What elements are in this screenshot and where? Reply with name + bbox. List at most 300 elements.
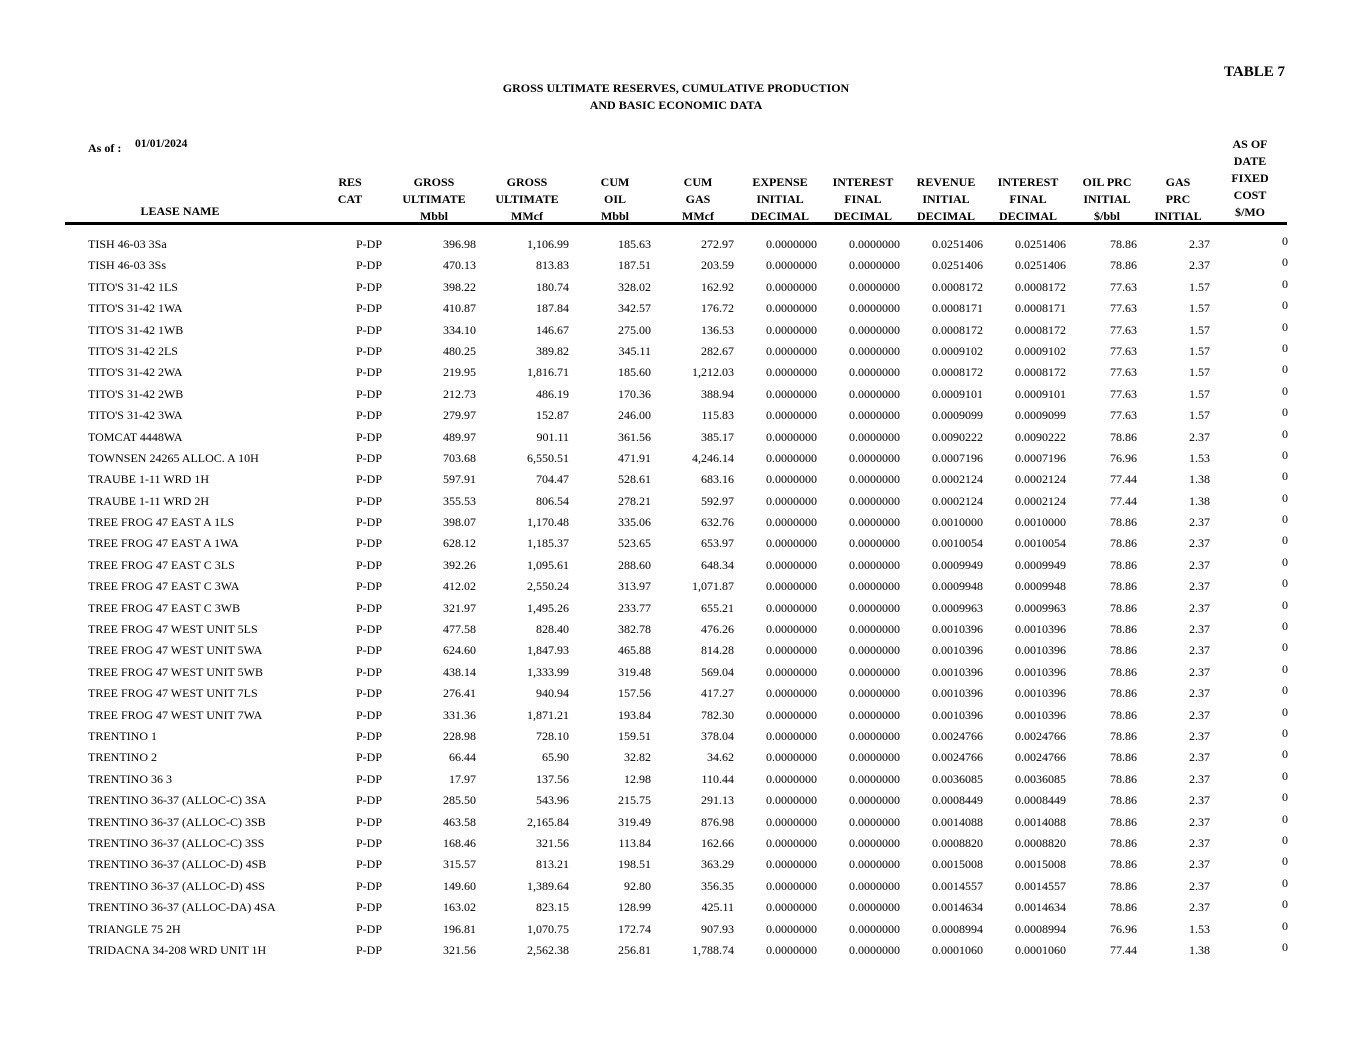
- cell-fixed-cost: 0: [1282, 512, 1288, 527]
- cell-interest-final: 0.0000000: [849, 258, 900, 273]
- cell-interest-final: 0.0000000: [849, 450, 900, 465]
- col-header-gross-ultimate-gas: GROSS ULTIMATE MMcf: [495, 175, 559, 223]
- cell-expense-initial: 0.0000000: [766, 600, 817, 615]
- cell-cum-gas: 476.26: [701, 622, 734, 637]
- cell-gas-price: 2.37: [1189, 707, 1210, 722]
- cell-cum-oil: 170.36: [618, 386, 651, 401]
- cell-cum-oil: 233.77: [618, 600, 651, 615]
- cell-fixed-cost: 0: [1282, 319, 1288, 334]
- cell-cum-oil: 523.65: [618, 536, 651, 551]
- cell-gross-ultimate-gas: 813.83: [536, 258, 569, 273]
- table-row: [0, 533, 1365, 554]
- cell-res-cat: P-DP: [356, 600, 383, 615]
- cell-cum-gas: 632.76: [701, 515, 734, 530]
- cell-lease-name: TREE FROG 47 EAST A 1LS: [88, 515, 235, 530]
- cell-cum-oil: 319.48: [618, 664, 651, 679]
- cell-cum-oil: 128.99: [618, 900, 651, 915]
- cell-cum-oil: 382.78: [618, 622, 651, 637]
- cell-oil-price: 77.44: [1110, 493, 1137, 508]
- table-row: [0, 833, 1365, 854]
- cell-revenue-initial: 0.0009948: [932, 579, 983, 594]
- cell-gross-ultimate-oil: 412.02: [443, 579, 476, 594]
- cell-expense-initial: 0.0000000: [766, 536, 817, 551]
- cell-fixed-cost: 0: [1282, 469, 1288, 484]
- cell-interest-final: 0.0000000: [849, 622, 900, 637]
- cell-revenue-initial: 0.0010396: [932, 622, 983, 637]
- cell-oil-price: 78.86: [1110, 814, 1137, 829]
- cell-gross-ultimate-gas: 901.11: [536, 429, 569, 444]
- cell-fixed-cost: 0: [1282, 832, 1288, 847]
- cell-fixed-cost: 0: [1282, 426, 1288, 441]
- cell-interest-final: 0.0000000: [849, 579, 900, 594]
- cell-cum-oil: 278.21: [618, 493, 651, 508]
- col-header-revenue: REVENUE INITIAL DECIMAL: [916, 175, 976, 223]
- cell-res-cat: P-DP: [356, 835, 383, 850]
- cell-gross-ultimate-oil: 624.60: [443, 643, 476, 658]
- cell-fixed-cost: 0: [1282, 811, 1288, 826]
- table-row: [0, 448, 1365, 469]
- cell-gross-ultimate-oil: 276.41: [443, 686, 476, 701]
- table-row: [0, 640, 1365, 661]
- cell-gross-ultimate-oil: 321.56: [443, 942, 476, 957]
- cell-res-cat: P-DP: [356, 237, 383, 251]
- table-row: [0, 726, 1365, 747]
- cell-interest-final: 0.0000000: [849, 322, 900, 337]
- cell-fixed-cost: 0: [1282, 554, 1288, 569]
- cell-gross-ultimate-oil: 463.58: [443, 814, 476, 829]
- cell-fixed-cost: 0: [1282, 854, 1288, 869]
- cell-cum-gas: 388.94: [701, 386, 734, 401]
- cell-gross-ultimate-gas: 1,095.61: [527, 557, 569, 572]
- cell-interest-final: 0.0000000: [849, 279, 900, 294]
- table-row: [0, 940, 1365, 961]
- cell-gross-ultimate-oil: 470.13: [443, 258, 476, 273]
- cell-interest-final: 0.0000000: [849, 600, 900, 615]
- cell-interest-final-2: 0.0251406: [1015, 258, 1066, 273]
- cell-revenue-initial: 0.0014557: [932, 878, 983, 893]
- cell-res-cat: P-DP: [356, 921, 383, 936]
- cell-revenue-initial: 0.0002124: [932, 493, 983, 508]
- cell-gross-ultimate-gas: 1,333.99: [527, 664, 569, 679]
- cell-interest-final: 0.0000000: [849, 750, 900, 765]
- cell-cum-gas: 136.53: [701, 322, 734, 337]
- cell-cum-gas: 162.92: [701, 279, 734, 294]
- cell-cum-gas: 1,788.74: [692, 942, 734, 957]
- cell-res-cat: P-DP: [356, 728, 383, 743]
- cell-revenue-initial: 0.0015008: [932, 857, 983, 872]
- cell-gas-price: 2.37: [1189, 686, 1210, 701]
- cell-res-cat: P-DP: [356, 386, 383, 401]
- cell-gross-ultimate-oil: 489.97: [443, 429, 476, 444]
- cell-lease-name: TRENTINO 36-37 (ALLOC-C) 3SB: [88, 814, 266, 829]
- cell-interest-final-2: 0.0010000: [1015, 515, 1066, 530]
- cell-cum-gas: 4,246.14: [692, 450, 734, 465]
- table-row: [0, 277, 1365, 298]
- cell-res-cat: P-DP: [356, 643, 383, 658]
- cell-res-cat: P-DP: [356, 857, 383, 872]
- cell-cum-oil: 275.00: [618, 322, 651, 337]
- cell-interest-final-2: 0.0010396: [1015, 622, 1066, 637]
- cell-gross-ultimate-gas: 1,847.93: [527, 643, 569, 658]
- cell-expense-initial: 0.0000000: [766, 942, 817, 957]
- cell-cum-oil: 215.75: [618, 793, 651, 808]
- cell-expense-initial: 0.0000000: [766, 301, 817, 316]
- cell-gas-price: 1.57: [1189, 279, 1210, 294]
- col-header-expense: EXPENSE INITIAL DECIMAL: [750, 175, 809, 223]
- cell-cum-oil: 528.61: [618, 472, 651, 487]
- table-row: [0, 662, 1365, 683]
- cell-fixed-cost: 0: [1282, 234, 1288, 248]
- col-header-oil-price: OIL PRC INITIAL $/bbl: [1082, 175, 1132, 223]
- cell-gross-ultimate-oil: 334.10: [443, 322, 476, 337]
- table-row: [0, 619, 1365, 640]
- cell-cum-gas: 417.27: [701, 686, 734, 701]
- cell-lease-name: TRAUBE 1-11 WRD 1H: [88, 472, 209, 487]
- cell-cum-oil: 345.11: [618, 343, 651, 358]
- cell-interest-final-2: 0.0024766: [1015, 750, 1066, 765]
- cell-lease-name: TRENTINO 36 3: [88, 771, 172, 786]
- cell-gross-ultimate-oil: 398.22: [443, 279, 476, 294]
- col-header-interest-final-2: INTEREST FINAL DECIMAL: [997, 175, 1059, 223]
- cell-interest-final-2: 0.0008172: [1015, 322, 1066, 337]
- cell-expense-initial: 0.0000000: [766, 622, 817, 637]
- cell-oil-price: 78.86: [1110, 835, 1137, 850]
- cell-revenue-initial: 0.0024766: [932, 750, 983, 765]
- table-row: [0, 876, 1365, 897]
- cell-fixed-cost: 0: [1282, 405, 1288, 420]
- cell-expense-initial: 0.0000000: [766, 878, 817, 893]
- cell-gas-price: 2.37: [1189, 728, 1210, 743]
- cell-gross-ultimate-oil: 66.44: [449, 750, 476, 765]
- cell-revenue-initial: 0.0009963: [932, 600, 983, 615]
- cell-interest-final: 0.0000000: [849, 408, 900, 423]
- cell-oil-price: 77.63: [1110, 301, 1137, 316]
- cell-revenue-initial: 0.0036085: [932, 771, 983, 786]
- table-row: [0, 405, 1365, 426]
- cell-cum-oil: 193.84: [618, 707, 651, 722]
- cell-gas-price: 1.57: [1189, 408, 1210, 423]
- cell-lease-name: TITO'S 31-42 3WA: [88, 408, 183, 423]
- table-row: [0, 747, 1365, 768]
- cell-res-cat: P-DP: [356, 258, 383, 273]
- cell-cum-oil: 246.00: [618, 408, 651, 423]
- cell-expense-initial: 0.0000000: [766, 579, 817, 594]
- cell-gross-ultimate-oil: 410.87: [443, 301, 476, 316]
- cell-oil-price: 78.86: [1110, 771, 1137, 786]
- cell-interest-final-2: 0.0010396: [1015, 643, 1066, 658]
- cell-gas-price: 2.37: [1189, 643, 1210, 658]
- cell-fixed-cost: 0: [1282, 362, 1288, 377]
- cell-lease-name: TRAUBE 1-11 WRD 2H: [88, 493, 209, 508]
- cell-fixed-cost: 0: [1282, 576, 1288, 591]
- cell-expense-initial: 0.0000000: [766, 686, 817, 701]
- cell-res-cat: P-DP: [356, 557, 383, 572]
- cell-interest-final-2: 0.0008172: [1015, 365, 1066, 380]
- cell-lease-name: TITO'S 31-42 1WA: [88, 301, 183, 316]
- cell-cum-gas: 592.97: [701, 493, 734, 508]
- table-row: [0, 384, 1365, 405]
- cell-fixed-cost: 0: [1282, 383, 1288, 398]
- cell-expense-initial: 0.0000000: [766, 386, 817, 401]
- cell-res-cat: P-DP: [356, 579, 383, 594]
- cell-interest-final-2: 0.0024766: [1015, 728, 1066, 743]
- table-row: [0, 469, 1365, 490]
- cell-interest-final: 0.0000000: [849, 686, 900, 701]
- cell-oil-price: 78.86: [1110, 600, 1137, 615]
- cell-gross-ultimate-gas: 728.10: [536, 728, 569, 743]
- cell-gross-ultimate-oil: 149.60: [443, 878, 476, 893]
- table-row: [0, 555, 1365, 576]
- cell-gas-price: 1.38: [1189, 493, 1210, 508]
- cell-revenue-initial: 0.0008172: [932, 322, 983, 337]
- cell-lease-name: TREE FROG 47 WEST UNIT 7WA: [88, 707, 263, 722]
- cell-fixed-cost: 0: [1282, 490, 1288, 505]
- cell-interest-final-2: 0.0008449: [1015, 793, 1066, 808]
- cell-interest-final-2: 0.0015008: [1015, 857, 1066, 872]
- cell-cum-gas: 363.29: [701, 857, 734, 872]
- cell-gas-price: 2.37: [1189, 835, 1210, 850]
- col-header-interest-final-1: INTEREST FINAL DECIMAL: [832, 175, 894, 223]
- cell-res-cat: P-DP: [356, 793, 383, 808]
- cell-revenue-initial: 0.0002124: [932, 472, 983, 487]
- cell-cum-gas: 282.67: [701, 343, 734, 358]
- cell-interest-final-2: 0.0009101: [1015, 386, 1066, 401]
- table-row: [0, 705, 1365, 726]
- cell-cum-gas: 291.13: [701, 793, 734, 808]
- cell-revenue-initial: 0.0010396: [932, 664, 983, 679]
- cell-gross-ultimate-gas: 1,170.48: [527, 515, 569, 530]
- cell-cum-gas: 876.98: [701, 814, 734, 829]
- cell-revenue-initial: 0.0008449: [932, 793, 983, 808]
- cell-cum-gas: 814.28: [701, 643, 734, 658]
- cell-cum-oil: 342.57: [618, 301, 651, 316]
- cell-expense-initial: 0.0000000: [766, 750, 817, 765]
- cell-oil-price: 78.86: [1110, 557, 1137, 572]
- cell-expense-initial: 0.0000000: [766, 493, 817, 508]
- cell-revenue-initial: 0.0014634: [932, 900, 983, 915]
- cell-interest-final: 0.0000000: [849, 557, 900, 572]
- cell-cum-oil: 471.91: [618, 450, 651, 465]
- cell-cum-oil: 198.51: [618, 857, 651, 872]
- cell-fixed-cost: 0: [1282, 276, 1288, 291]
- cell-fixed-cost: 0: [1282, 875, 1288, 890]
- cell-interest-final: 0.0000000: [849, 536, 900, 551]
- cell-fixed-cost: 0: [1282, 704, 1288, 719]
- cell-fixed-cost: 0: [1282, 790, 1288, 805]
- cell-gross-ultimate-oil: 438.14: [443, 664, 476, 679]
- table-row: [0, 427, 1365, 448]
- cell-interest-final-2: 0.0008820: [1015, 835, 1066, 850]
- cell-lease-name: TRENTINO 36-37 (ALLOC-C) 3SS: [88, 835, 265, 850]
- cell-gas-price: 2.37: [1189, 857, 1210, 872]
- cell-res-cat: P-DP: [356, 301, 383, 316]
- col-header-fixed-cost: AS OF DATE FIXED COST $/MO: [1231, 137, 1269, 219]
- cell-revenue-initial: 0.0010000: [932, 515, 983, 530]
- cell-oil-price: 77.63: [1110, 365, 1137, 380]
- cell-gross-ultimate-oil: 279.97: [443, 408, 476, 423]
- cell-cum-gas: 385.17: [701, 429, 734, 444]
- cell-gross-ultimate-oil: 163.02: [443, 900, 476, 915]
- cell-cum-oil: 12.98: [624, 771, 651, 786]
- cell-interest-final: 0.0000000: [849, 793, 900, 808]
- as-of-label: As of :: [88, 141, 122, 155]
- cell-cum-oil: 328.02: [618, 279, 651, 294]
- cell-res-cat: P-DP: [356, 707, 383, 722]
- cell-gross-ultimate-gas: 1,070.75: [527, 921, 569, 936]
- cell-interest-final: 0.0000000: [849, 728, 900, 743]
- cell-lease-name: TREE FROG 47 WEST UNIT 5WA: [88, 643, 263, 658]
- cell-gross-ultimate-oil: 355.53: [443, 493, 476, 508]
- cell-lease-name: TREE FROG 47 WEST UNIT 5WB: [88, 664, 264, 679]
- cell-expense-initial: 0.0000000: [766, 921, 817, 936]
- cell-res-cat: P-DP: [356, 493, 383, 508]
- cell-expense-initial: 0.0000000: [766, 515, 817, 530]
- cell-gross-ultimate-oil: 228.98: [443, 728, 476, 743]
- cell-revenue-initial: 0.0008820: [932, 835, 983, 850]
- cell-gas-price: 2.37: [1189, 622, 1210, 637]
- cell-expense-initial: 0.0000000: [766, 771, 817, 786]
- col-header-lease-name: LEASE NAME: [140, 204, 220, 218]
- cell-gross-ultimate-gas: 486.19: [536, 386, 569, 401]
- cell-gas-price: 1.53: [1189, 921, 1210, 936]
- cell-cum-oil: 185.60: [618, 365, 651, 380]
- cell-gross-ultimate-gas: 2,165.84: [527, 814, 569, 829]
- cell-expense-initial: 0.0000000: [766, 643, 817, 658]
- cell-cum-gas: 907.93: [701, 921, 734, 936]
- cell-lease-name: TRENTINO 36-37 (ALLOC-D) 4SS: [88, 878, 265, 893]
- cell-interest-final-2: 0.0090222: [1015, 429, 1066, 444]
- cell-revenue-initial: 0.0007196: [932, 450, 983, 465]
- col-header-gas-price: GAS PRC INITIAL: [1154, 175, 1202, 223]
- cell-interest-final: 0.0000000: [849, 771, 900, 786]
- cell-interest-final-2: 0.0002124: [1015, 493, 1066, 508]
- cell-gas-price: 2.37: [1189, 664, 1210, 679]
- table-row: [0, 512, 1365, 533]
- cell-res-cat: P-DP: [356, 408, 383, 423]
- cell-gross-ultimate-gas: 806.54: [536, 493, 569, 508]
- cell-revenue-initial: 0.0251406: [932, 258, 983, 273]
- cell-oil-price: 78.86: [1110, 686, 1137, 701]
- cell-res-cat: P-DP: [356, 664, 383, 679]
- cell-interest-final: 0.0000000: [849, 707, 900, 722]
- cell-fixed-cost: 0: [1282, 533, 1288, 548]
- cell-oil-price: 78.86: [1110, 429, 1137, 444]
- cell-lease-name: TITO'S 31-42 2WB: [88, 386, 184, 401]
- cell-cum-oil: 92.80: [624, 878, 651, 893]
- cell-interest-final: 0.0000000: [849, 942, 900, 957]
- report-subtitle: AND BASIC ECONOMIC DATA: [589, 98, 763, 112]
- cell-gas-price: 1.57: [1189, 365, 1210, 380]
- cell-revenue-initial: 0.0009101: [932, 386, 983, 401]
- cell-interest-final: 0.0000000: [849, 835, 900, 850]
- cell-fixed-cost: 0: [1282, 918, 1288, 933]
- cell-oil-price: 78.86: [1110, 664, 1137, 679]
- cell-gross-ultimate-gas: 180.74: [536, 279, 569, 294]
- cell-interest-final: 0.0000000: [849, 301, 900, 316]
- cell-cum-gas: 425.11: [701, 900, 734, 915]
- cell-fixed-cost: 0: [1282, 725, 1288, 740]
- cell-interest-final-2: 0.0010396: [1015, 664, 1066, 679]
- cell-gas-price: 2.37: [1189, 429, 1210, 444]
- cell-gross-ultimate-oil: 703.68: [443, 450, 476, 465]
- cell-interest-final-2: 0.0009963: [1015, 600, 1066, 615]
- cell-lease-name: TRENTINO 1: [88, 728, 157, 743]
- cell-lease-name: TREE FROG 47 EAST C 3WA: [88, 579, 240, 594]
- cell-lease-name: TOMCAT 4448WA: [88, 429, 183, 444]
- cell-res-cat: P-DP: [356, 900, 383, 915]
- cell-lease-name: TREE FROG 47 WEST UNIT 7LS: [88, 686, 258, 701]
- cell-gas-price: 2.37: [1189, 515, 1210, 530]
- table-label: TABLE 7: [1224, 64, 1285, 80]
- cell-oil-price: 78.86: [1110, 237, 1137, 251]
- cell-cum-gas: 110.44: [701, 771, 734, 786]
- cell-cum-gas: 34.62: [707, 750, 734, 765]
- cell-interest-final-2: 0.0009948: [1015, 579, 1066, 594]
- cell-gas-price: 2.37: [1189, 771, 1210, 786]
- table-row: [0, 683, 1365, 704]
- cell-res-cat: P-DP: [356, 942, 383, 957]
- cell-revenue-initial: 0.0024766: [932, 728, 983, 743]
- cell-interest-final-2: 0.0014634: [1015, 900, 1066, 915]
- cell-cum-oil: 187.51: [618, 258, 651, 273]
- cell-cum-oil: 159.51: [618, 728, 651, 743]
- cell-cum-oil: 157.56: [618, 686, 651, 701]
- cell-revenue-initial: 0.0010396: [932, 707, 983, 722]
- cell-fixed-cost: 0: [1282, 683, 1288, 698]
- cell-cum-gas: 378.04: [701, 728, 734, 743]
- cell-interest-final-2: 0.0010396: [1015, 707, 1066, 722]
- table-row: [0, 298, 1365, 319]
- cell-revenue-initial: 0.0014088: [932, 814, 983, 829]
- table-row: [0, 255, 1365, 276]
- cell-lease-name: TITO'S 31-42 1WB: [88, 322, 184, 337]
- cell-oil-price: 78.86: [1110, 536, 1137, 551]
- cell-cum-gas: 683.16: [701, 472, 734, 487]
- cell-oil-price: 76.96: [1110, 921, 1137, 936]
- table-row: [0, 341, 1365, 362]
- cell-gross-ultimate-gas: 65.90: [542, 750, 569, 765]
- cell-fixed-cost: 0: [1282, 597, 1288, 612]
- cell-interest-final: 0.0000000: [849, 664, 900, 679]
- cell-gross-ultimate-oil: 480.25: [443, 343, 476, 358]
- cell-expense-initial: 0.0000000: [766, 408, 817, 423]
- cell-gas-price: 1.57: [1189, 343, 1210, 358]
- cell-expense-initial: 0.0000000: [766, 322, 817, 337]
- table-row: [0, 919, 1365, 940]
- cell-gas-price: 1.57: [1189, 322, 1210, 337]
- cell-expense-initial: 0.0000000: [766, 258, 817, 273]
- cell-cum-oil: 172.74: [618, 921, 651, 936]
- cell-gross-ultimate-oil: 321.97: [443, 600, 476, 615]
- cell-expense-initial: 0.0000000: [766, 472, 817, 487]
- cell-cum-gas: 1,071.87: [692, 579, 734, 594]
- cell-revenue-initial: 0.0008171: [932, 301, 983, 316]
- cell-revenue-initial: 0.0009949: [932, 557, 983, 572]
- cell-gas-price: 1.57: [1189, 386, 1210, 401]
- cell-res-cat: P-DP: [356, 515, 383, 530]
- cell-gas-price: 2.37: [1189, 878, 1210, 893]
- cell-oil-price: 78.86: [1110, 579, 1137, 594]
- cell-gas-price: 2.37: [1189, 600, 1210, 615]
- cell-oil-price: 78.86: [1110, 857, 1137, 872]
- cell-cum-oil: 288.60: [618, 557, 651, 572]
- cell-res-cat: P-DP: [356, 343, 383, 358]
- cell-cum-gas: 569.04: [701, 664, 734, 679]
- cell-gross-ultimate-gas: 137.56: [536, 771, 569, 786]
- cell-expense-initial: 0.0000000: [766, 664, 817, 679]
- cell-interest-final: 0.0000000: [849, 900, 900, 915]
- cell-gross-ultimate-gas: 940.94: [536, 686, 569, 701]
